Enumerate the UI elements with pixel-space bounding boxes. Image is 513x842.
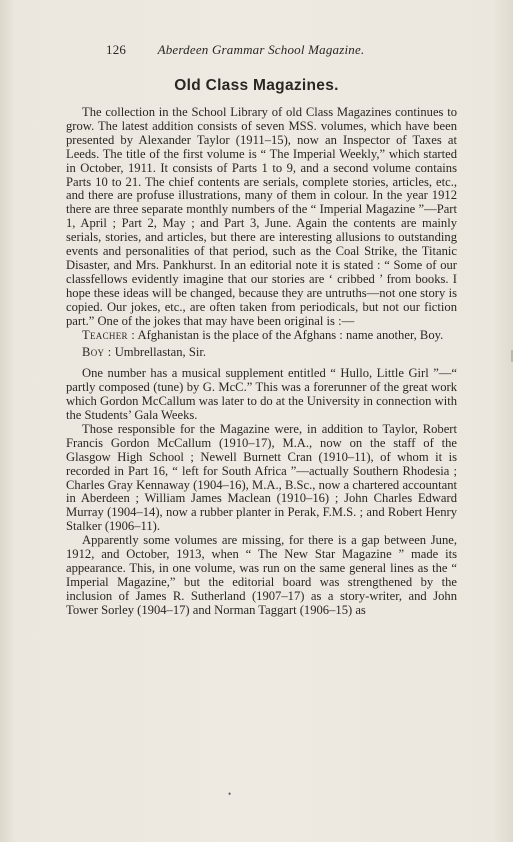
article-body xyxy=(66,106,457,618)
dialogue-line-boy xyxy=(82,346,457,360)
dialogue-line-teacher xyxy=(82,329,457,343)
running-title: Aberdeen Grammar School Magazine. xyxy=(157,42,365,57)
article-title: Old Class Magazines. xyxy=(174,77,339,94)
page-footer-mark: • xyxy=(228,789,232,799)
page-number: 126 xyxy=(106,42,127,57)
paragraph-library-collection: The collection in the School Library of old Class Magazines continues to grow. The latest addition consists of seven MSS. volumes, which have been presented by Alexander Taylor (1911–15), now an Inspector of Taxes at Leeds. The title of the first volume is “ The Imperial Weekly,” which started in October, 1911. It consists of Parts 1 to 9, and a second volume contains Parts 10 to 21. The chief contents are serials, complete stories, articles, etc., and there are profuse illustrations, many of them in colour. In the year 1912 there are three separate monthly numbers of the “ Imperial Magazine ”—Part 1, April ; Part 2, May ; and Part 3, June. Again the contents are mainly serials, stories, and articles, but there are interesting allusions to outstanding events and personalities of that period, such as the Coal Strike, the Titanic Disaster, and Mrs. Pankhurst. In an editorial note it is stated : “ Some of our classfellows evidently imagine that our stories are ‘ cribbed ’ from books. I hope these ideas will be changed, because they are untruths—not one story is copied. Our jokes, etc., are often taken from periodicals, but not our fiction part.” One of the jokes that may have been original is :— xyxy=(66,105,457,328)
paragraph-contributors: Those responsible for the Magazine were, in addition to Taylor, Robert Francis Gordon McCallum (1910–17), M.A., now on the staff of the Glasgow High School ; Newell Burnett Cran (1910–11), of whom it is recorded in Part 16, “ left for South Africa ”—actually Southern Rhodesia ; Charles Gray Kennaway (1904–16), M.A., B.Sc., now a chartered accountant in Aberdeen ; William James Maclean (1910–16) ; John Charles Edward Murray (1904–14), now a rubber planter in Perak, F.M.S. ; and Robert Henry Stalker (1906–11). xyxy=(66,421,457,534)
paragraph-new-star-magazine: Apparently some volumes are missing, for there is a gap between June, 1912, and October, 1913, when “ The New Star Magazine ” made its appearance. This, in one volume, was run on the same general lines as the “ Imperial Magazine,” but the editorial board was strengthened by the inclusion of James R. Sutherland (1907–17) as a story-writer, and John Tower Sorley (1904–17) and Norman Taggart (1906–15) as xyxy=(66,533,457,617)
speaker-label: Teacher : xyxy=(82,327,136,342)
joke-dialogue xyxy=(82,329,457,361)
dialogue-text: Umbrellastan, Sir. xyxy=(114,345,206,360)
paragraph-musical-supplement: One number has a musical supplement entitled “ Hullo, Little Girl ”—“ partly composed (tune) by G. McC.” This was a forerunner of the great work which Gordon McCallum was later to do at the University in connection with the Students’ Gala Weeks. xyxy=(66,366,457,423)
dialogue-text: Afghanistan is the place of the Afghans : name another, Boy. xyxy=(137,327,444,342)
page-header xyxy=(106,42,364,58)
speaker-label: Boy : xyxy=(82,345,112,360)
